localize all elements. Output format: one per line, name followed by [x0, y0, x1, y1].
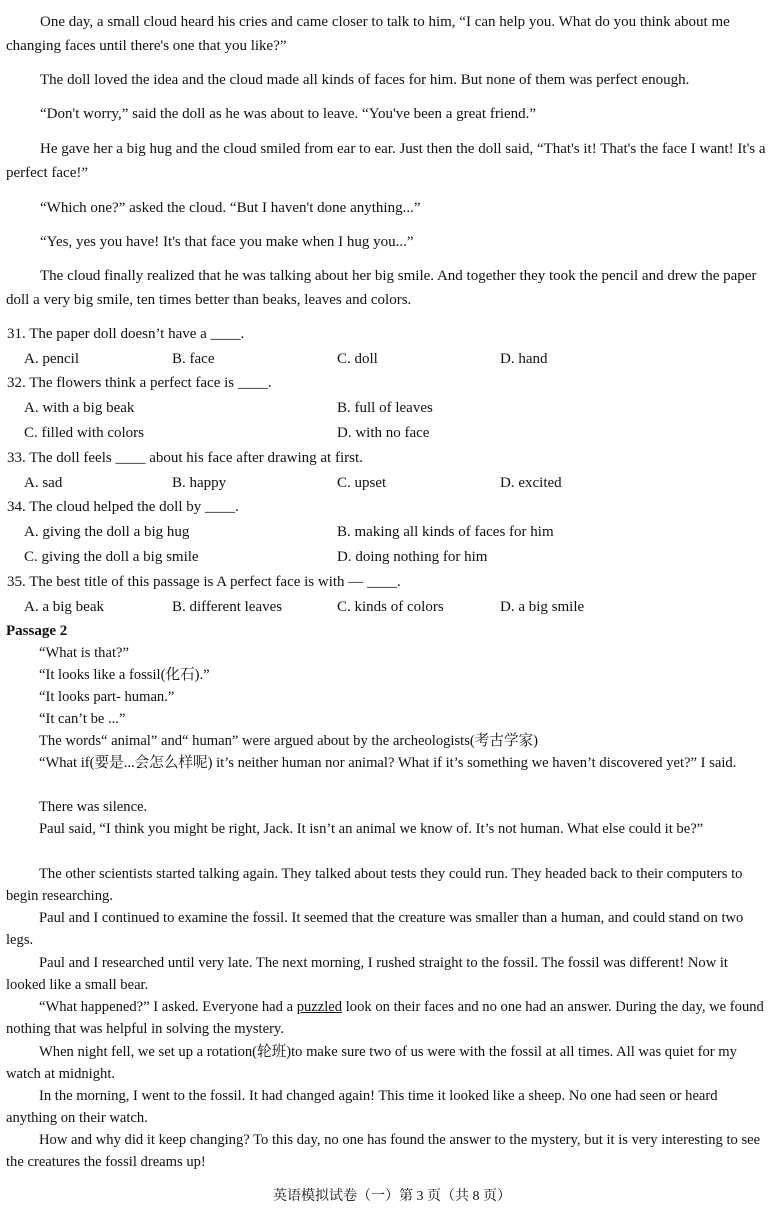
question-stem: 33. The doll feels ____ about his face after drawing at first. [7, 450, 363, 466]
story-paragraph: “Which one?” asked the cloud. “But I haven't done anything...” [40, 200, 421, 216]
option-c: C. upset [337, 475, 387, 491]
option-a: A. giving the doll a big hug [24, 524, 190, 540]
passage-line: In the morning, I went to the fossil. It had changed again! This time it looked like a sheep. No one had seen or heard anything on their watch. [6, 1088, 718, 1126]
option-a: A. with a big beak [24, 400, 135, 416]
passage-line: How and why did it keep changing? To this day, no one has found the answer to the mystery, but it is very interesting to see the creatures the fossil dreams up! [6, 1132, 761, 1170]
puzzled-word: puzzled [296, 999, 343, 1015]
option-b: B. happy [172, 475, 227, 491]
puzzled-pre: “What happened?” I asked. Everyone had a [39, 999, 297, 1015]
story-paragraph: The cloud finally realized that he was talking about her big smile. And together they took the pencil and drew the paper doll a very big smile, ten times better than beaks, leaves and colors. [6, 268, 757, 308]
option-d: D. doing nothing for him [337, 549, 488, 565]
passage-line: “It looks part- human.” [39, 689, 175, 705]
passage-line-puzzled [6, 996, 770, 1040]
option-c: C. doll [337, 351, 378, 367]
passage-line: There was silence. [39, 799, 148, 815]
story-paragraph: “Yes, yes you have! It's that face you make when I hug you...” [40, 234, 414, 250]
passage-line: “It looks like a fossil(化石).” [39, 667, 210, 683]
passage-line: “What if(要是...会怎么样呢) it’s neither human nor animal? What if it’s something we haven’t discovered yet?” I said. [39, 755, 737, 771]
question-stem: 31. The paper doll doesn’t have a ____. [7, 326, 245, 342]
passage-line: Paul said, “I think you might be right, Jack. It isn’t an animal we know of. It’s not human. What else could it be?” [39, 821, 704, 837]
option-c: C. giving the doll a big smile [24, 549, 199, 565]
option-b: B. making all kinds of faces for him [337, 524, 554, 540]
passage-line: “What is that?” [39, 645, 129, 661]
passage-line: Paul and I researched until very late. The next morning, I rushed straight to the fossil. The fossil was different! Now it looked like a small bear. [6, 955, 728, 993]
option-a: A. sad [24, 475, 63, 491]
option-c: C. filled with colors [24, 425, 144, 441]
passage-line: “It can’t be ...” [39, 711, 126, 727]
option-b: B. face [172, 351, 215, 367]
passage-line: Paul and I continued to examine the fossil. It seemed that the creature was smaller than a human, and could stand on two legs. [6, 910, 744, 948]
option-a: A. pencil [24, 351, 79, 367]
question-stem: 32. The flowers think a perfect face is ____. [7, 375, 272, 391]
page-footer: 英语模拟试卷（一）第 3 页（共 8 页） [273, 1189, 511, 1204]
passage-line: The other scientists started talking again. They talked about tests they could run. They headed back to their computers to begin researching. [6, 866, 743, 904]
question-stem: 35. The best title of this passage is A perfect face is with — ____. [7, 574, 401, 590]
option-b: B. full of leaves [337, 400, 433, 416]
story-paragraph: One day, a small cloud heard his cries and came closer to talk to him, “I can help you. What do you think about me changing faces until there's one that you like?” [6, 14, 730, 54]
story-paragraph: “Don't worry,” said the doll as he was about to leave. “You've been a great friend.” [40, 106, 537, 122]
story-paragraph: The doll loved the idea and the cloud made all kinds of faces for him. But none of them was perfect enough. [40, 72, 690, 88]
option-d: D. excited [500, 475, 562, 491]
option-d: D. hand [500, 351, 548, 367]
option-d: D. with no face [337, 425, 430, 441]
puzzled-post: look on their faces and no one had an answer. During the day, we found nothing that was helpful in solving the mystery. [6, 999, 764, 1037]
story-paragraph: He gave her a big hug and the cloud smiled from ear to ear. Just then the doll said, “That's it! That's the face I want! It's a perfect face!” [6, 141, 766, 181]
passage-line: When night fell, we set up a rotation(轮班)to make sure two of us were with the fossil at all times. All was quiet for my watch at midnight. [6, 1044, 737, 1082]
passage-line: The words“ animal” and“ human” were argued about by the archeologists(考古学家) [39, 733, 538, 749]
option-a: A. a big beak [24, 599, 104, 615]
passage-heading: Passage 2 [6, 623, 68, 639]
option-b: B. different leaves [172, 599, 283, 615]
option-c: C. kinds of colors [337, 599, 444, 615]
option-d: D. a big smile [500, 599, 585, 615]
question-stem: 34. The cloud helped the doll by ____. [7, 499, 239, 515]
